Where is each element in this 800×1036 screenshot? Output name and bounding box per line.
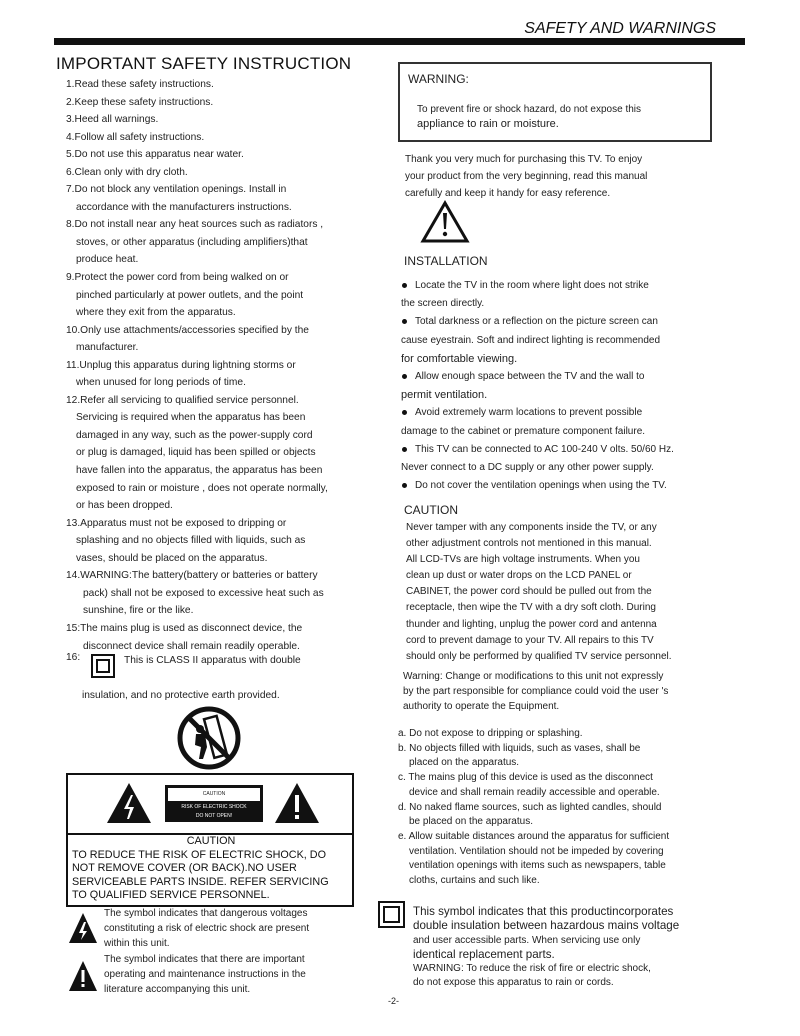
text-line: 13.Apparatus must not be exposed to dripping or	[66, 517, 287, 529]
caution-paragraph	[406, 520, 672, 665]
text-line: have fallen into the apparatus, the apparatus has been	[76, 465, 323, 477]
text-line: do not expose this apparatus to rain or cords.	[413, 977, 614, 989]
warning-line: appliance to rain or moisture.	[417, 118, 559, 130]
text-line: ventilation openings with items such as newspapers, table	[409, 860, 666, 872]
text-line: placed on the apparatus.	[409, 757, 520, 769]
text-line: and user accessible parts. When servicing use only	[413, 934, 641, 946]
item-16-number: 16:	[66, 652, 81, 663]
text-line: double insulation between hazardous mains voltage	[413, 919, 680, 933]
page-title: IMPORTANT SAFETY INSTRUCTION	[56, 54, 352, 73]
caution-line: TO QUALIFIED SERVICE PERSONNEL.	[72, 889, 270, 902]
text-line: accordance with the manufacturers instructions.	[76, 201, 292, 213]
label-caution: CAUTION	[168, 788, 260, 801]
section-title: SAFETY AND WARNINGS	[524, 20, 716, 37]
caution-label	[165, 785, 263, 822]
text-line: other adjustment controls not mentioned in this manual.	[406, 538, 652, 550]
text-line: or plug is damaged, liquid has been spilled or objects	[76, 447, 316, 459]
no-tipping-cart-icon	[176, 705, 242, 771]
safety-instructions-list	[66, 76, 328, 655]
text-line: splashing and no objects filled with liquids, such as	[76, 535, 306, 547]
double-insulation-text	[413, 905, 679, 991]
text-line: This symbol indicates that this productincorporates	[413, 905, 674, 918]
symbol-note-line: within this unit.	[104, 938, 170, 949]
text-line: disconnect device shall remain readily operable.	[83, 640, 300, 652]
caution-heading: CAUTION	[186, 835, 236, 847]
text-line: c. The mains plug of this device is used as the disconnect	[398, 772, 653, 784]
symbol-note-line: constituting a risk of electric shock are present	[104, 923, 310, 934]
text-line: should only be performed by qualified TV service personnel.	[406, 650, 672, 662]
text-line: vases, should be placed on the apparatus.	[76, 552, 268, 564]
text-line: b. No objects filled with liquids, such as vases, shall be	[398, 742, 641, 754]
change-warning	[403, 669, 668, 714]
symbol-note-line: literature accompanying this unit.	[104, 984, 251, 995]
bullet-item: Do not cover the ventilation openings when using the TV.	[401, 477, 674, 495]
text-line: ventilation. Ventilation should not be impeded by covering	[409, 845, 664, 857]
text-line: Never connect to a DC supply or any other power supply.	[401, 462, 654, 474]
text-line: Never tamper with any components inside the TV, or any	[406, 522, 657, 533]
text-line: where they exit from the apparatus.	[76, 307, 236, 319]
caution-heading: CAUTION	[404, 503, 458, 517]
caution-line: NOT REMOVE COVER (OR BACK).NO USER	[72, 862, 297, 875]
caution-line: TO REDUCE THE RISK OF ELECTRIC SHOCK, DO	[72, 848, 326, 861]
text-line: damage to the cabinet or premature component failure.	[401, 425, 646, 437]
text-line: cloths, curtains and such like.	[409, 875, 540, 887]
text-line: stoves, or other apparatus (including amplifiers)that	[76, 236, 308, 248]
text-line: thunder and lighting, unplug the power cord and antenna	[406, 618, 657, 630]
warning-line: To prevent fire or shock hazard, do not expose this	[417, 104, 642, 115]
text-line: identical replacement parts.	[413, 947, 555, 961]
bullet-item: Total darkness or a reflection on the picture screen can	[401, 313, 674, 331]
text-line: damaged in any way, such as the power-supply cord	[76, 429, 313, 441]
warning-box	[398, 62, 712, 142]
text-line: 5.Do not use this apparatus near water.	[66, 149, 244, 161]
item-16-text-cont: insulation, and no protective earth provided.	[82, 690, 280, 701]
caution-line: SERVICEABLE PARTS INSIDE. REFER SERVICING	[72, 875, 329, 888]
text-line: sunshine, fire or the like.	[83, 605, 194, 617]
text-line: your product from the very beginning, read this manual	[405, 171, 648, 182]
bullet-item: This TV can be connected to AC 100-240 V olts. 50/60 Hz.	[401, 441, 674, 459]
text-line: 15:The mains plug is used as disconnect device, the	[66, 622, 303, 634]
label-risk: RISK OF ELECTRIC SHOCK	[181, 804, 247, 810]
text-line: be placed on the apparatus.	[409, 816, 533, 828]
text-line: Servicing is required when the apparatus has been	[76, 412, 306, 424]
double-insulation-icon	[378, 901, 405, 928]
lightning-triangle-icon	[68, 912, 98, 944]
text-line: a. Do not expose to dripping or splashing.	[398, 728, 583, 739]
bullet-item: Avoid extremely warm locations to prevent possible	[401, 404, 674, 422]
text-line: carefully and keep it handy for easy reference.	[405, 188, 611, 199]
text-line: CABINET, the power cord should be pulled out from the	[406, 586, 652, 598]
text-line: cause eyestrain. Soft and indirect lighting is recommended	[401, 334, 661, 346]
text-line: exposed to rain or moisture , does not operate normally,	[76, 482, 328, 494]
label-do-not-open: DO NOT OPEN!	[195, 813, 233, 819]
text-line: for comfortable viewing.	[401, 352, 518, 365]
text-line: manufacturer.	[76, 342, 139, 354]
text-line: clean up dust or water drops on the LCD PANEL or	[406, 570, 632, 582]
text-line: 10.Only use attachments/accessories specified by the	[66, 324, 309, 336]
header-rule	[54, 38, 745, 45]
text-line: 4.Follow all safety instructions.	[66, 131, 205, 143]
text-line: e. Allow suitable distances around the apparatus for sufficient	[398, 830, 670, 842]
text-line: pinched particularly at power outlets, and the point	[76, 289, 304, 301]
symbol-note-line: The symbol indicates that dangerous voltages	[104, 908, 308, 919]
text-line: receptacle, then wipe the TV with a dry soft cloth. During	[406, 602, 656, 614]
bullet-item: Locate the TV in the room where light does not strike	[401, 277, 674, 295]
text-line: 8.Do not install near any heat sources such as radiators ,	[66, 219, 324, 231]
text-line: authority to operate the Equipment.	[403, 701, 560, 712]
exclamation-triangle-icon	[68, 960, 98, 992]
text-line: device and shall remain readily accessible and operable.	[409, 786, 660, 798]
warning-triangle-icon	[420, 200, 470, 244]
text-line: 7.Do not block any ventilation openings. Install in	[66, 184, 287, 196]
text-line: 2.Keep these safety instructions.	[66, 96, 214, 108]
exclamation-triangle-icon	[274, 782, 320, 824]
text-line: or has been dropped.	[76, 500, 173, 512]
text-line: Warning: Change or modifications to this unit not expressly	[403, 671, 664, 682]
installation-heading: INSTALLATION	[404, 254, 488, 268]
thank-you-text	[405, 151, 647, 202]
text-line: Thank you very much for purchasing this TV. To enjoy	[405, 154, 643, 165]
text-line: 3.Heed all warnings.	[66, 114, 159, 126]
text-line: 9.Protect the power cord from being walked on or	[66, 272, 289, 284]
warning-heading: WARNING:	[408, 72, 469, 86]
lightning-triangle-icon	[106, 782, 152, 824]
caution-text	[72, 835, 350, 903]
class-ii-icon	[91, 654, 115, 678]
installation-list	[401, 277, 674, 495]
page-number: -2-	[388, 996, 399, 1006]
text-line: pack) shall not be exposed to excessive heat such as	[83, 587, 324, 599]
text-line: All LCD-TVs are high voltage instruments. When you	[406, 554, 640, 566]
text-line: by the part responsible for compliance could void the user 's	[403, 686, 669, 697]
lettered-list	[398, 727, 669, 889]
text-line: 12.Refer all servicing to qualified service personnel.	[66, 394, 299, 406]
text-line: 11.Unplug this apparatus during lightning storms or	[66, 359, 296, 371]
caution-panel	[66, 773, 354, 907]
text-line: 6.Clean only with dry cloth.	[66, 166, 188, 178]
symbol-note-line: The symbol indicates that there are important	[104, 954, 305, 965]
text-line: produce heat.	[76, 254, 139, 266]
text-line: d. No naked flame sources, such as lighted candles, should	[398, 801, 662, 813]
text-line: the screen directly.	[401, 298, 485, 310]
symbol-note-line: operating and maintenance instructions in the	[104, 969, 306, 980]
text-line: when unused for long periods of time.	[76, 377, 246, 389]
bullet-item: Allow enough space between the TV and the wall to	[401, 368, 674, 386]
caution-label-row	[68, 775, 352, 835]
text-line: WARNING: To reduce the risk of fire or electric shock,	[413, 963, 651, 975]
text-line: permit ventilation.	[401, 389, 488, 402]
text-line: 14.WARNING:The battery(battery or batteries or battery	[66, 570, 318, 582]
text-line: 1.Read these safety instructions.	[66, 79, 214, 90]
item-16-text: This is CLASS II apparatus with double	[124, 655, 301, 666]
text-line: cord to prevent damage to your TV. All repairs to this TV	[406, 634, 654, 646]
